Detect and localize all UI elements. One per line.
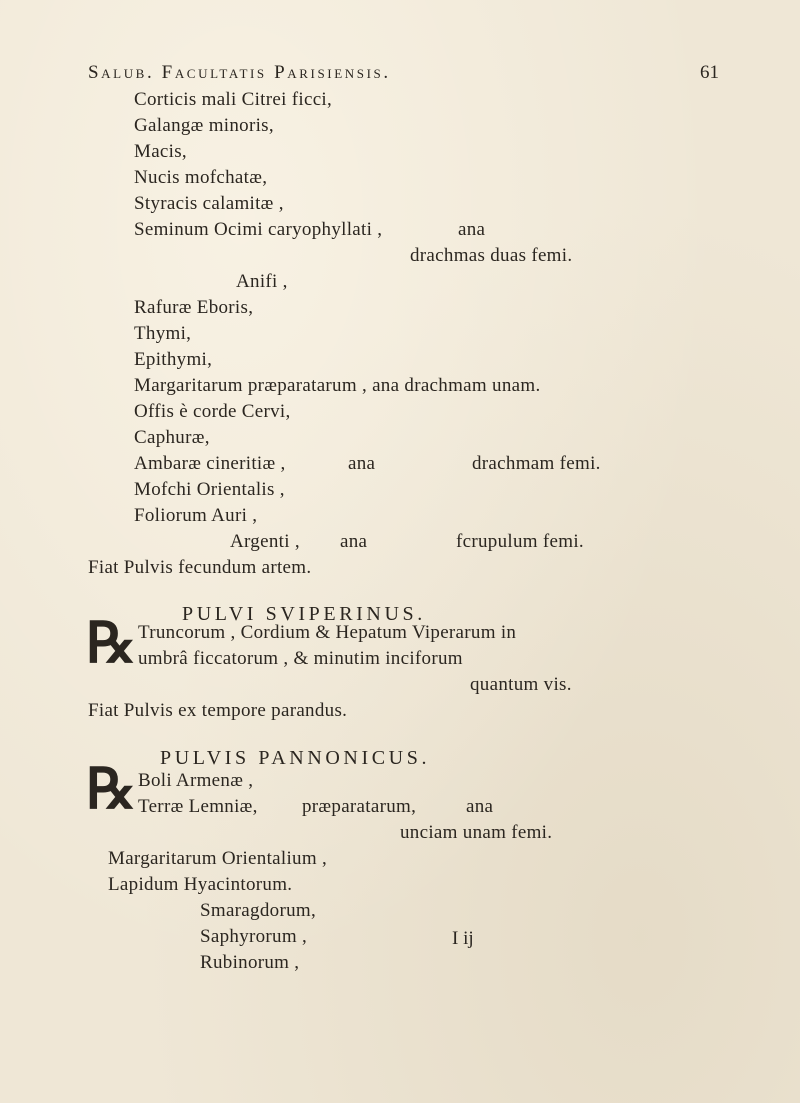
recipe-dose: quantum vis.: [470, 674, 572, 695]
recipe-line: Terræ Lemniæ,: [138, 796, 258, 817]
recipe-symbol: ℞: [86, 759, 137, 821]
recipe-line: Anifi ,: [236, 271, 288, 292]
recipe-instruction: Fiat Pulvis fecundum artem.: [88, 557, 312, 578]
recipe-dose: drachmam femi.: [472, 453, 601, 474]
recipe-ana: ana: [348, 453, 376, 474]
recipe-symbol: ℞: [86, 613, 137, 675]
recipe-line: Macis,: [134, 141, 187, 162]
recipe-line: umbrâ ficcatorum , & minutim inciforum: [138, 648, 463, 669]
recipe-line: Caphuræ,: [134, 427, 210, 448]
recipe-ana: ana: [458, 219, 486, 240]
recipe-dose: unciam unam femi.: [400, 822, 553, 843]
recipe-line: Rafuræ Eboris,: [134, 297, 254, 318]
recipe-line: Margaritarum Orientalium ,: [108, 848, 328, 869]
running-title: Salub. Facultatis Parisiensis.: [88, 62, 391, 83]
section-title: PULVI SVIPERINUS.: [182, 603, 426, 625]
recipe-line: Styracis calamitæ ,: [134, 193, 284, 214]
recipe-line: Foliorum Auri ,: [134, 505, 258, 526]
recipe-line: Mofchi Orientalis ,: [134, 479, 285, 500]
recipe-dose: fcrupulum femi.: [456, 531, 584, 552]
recipe-dose: drachmas duas femi.: [410, 245, 573, 266]
recipe-line: Thymi,: [134, 323, 192, 344]
recipe-line: Rubinorum ,: [200, 952, 300, 973]
recipe-line: præparatarum,: [302, 796, 417, 817]
recipe-instruction: Fiat Pulvis ex tempore parandus.: [88, 700, 348, 721]
recipe-ana: ana: [340, 531, 368, 552]
recipe-line: Argenti ,: [230, 531, 300, 552]
recipe-line: Epithymi,: [134, 349, 213, 370]
recipe-line: Offis è corde Cervi,: [134, 401, 291, 422]
recipe-line: Corticis mali Citrei ficci,: [134, 89, 333, 110]
section-title: PULVIS PANNONICUS.: [160, 747, 431, 769]
page-number: 61: [700, 62, 719, 83]
recipe-line: Boli Armenæ ,: [138, 770, 254, 791]
recipe-line: Lapidum Hyacintorum.: [108, 874, 293, 895]
signature-mark: I ij: [452, 928, 474, 949]
recipe-line: Saphyrorum ,: [200, 926, 308, 947]
recipe-line: Truncorum , Cordium & Hepatum Viperarum in: [138, 622, 517, 643]
recipe-line: Smaragdorum,: [200, 900, 316, 921]
recipe-line: Margaritarum præparatarum , ana drachmam unam.: [134, 375, 541, 396]
recipe-line: Nucis mofchatæ,: [134, 167, 268, 188]
recipe-line: Ambaræ cineritiæ ,: [134, 453, 286, 474]
recipe-line: Galangæ minoris,: [134, 115, 274, 136]
recipe-ana: ana: [466, 796, 494, 817]
recipe-line: Seminum Ocimi caryophyllati ,: [134, 219, 383, 240]
